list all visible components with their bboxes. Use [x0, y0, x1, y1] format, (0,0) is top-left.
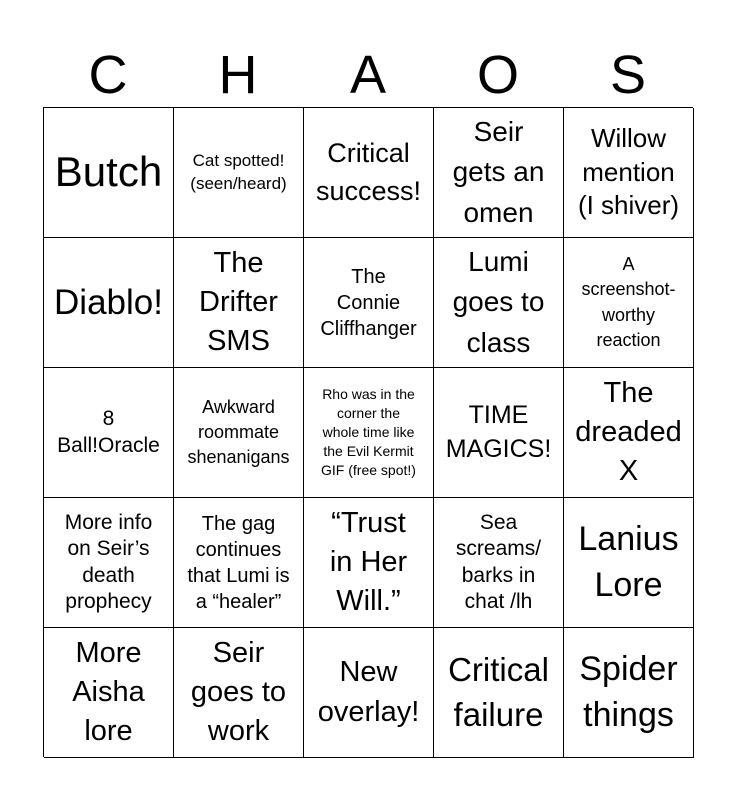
bingo-cell[interactable]: Lumi goes to class — [434, 238, 564, 368]
bingo-cell[interactable]: The Connie Cliffhanger — [304, 238, 434, 368]
bingo-cell[interactable]: The dreaded X — [564, 368, 694, 498]
bingo-cell[interactable]: Diablo! — [44, 238, 174, 368]
bingo-cell[interactable]: 8 Ball!Oracle — [44, 368, 174, 498]
bingo-cell[interactable]: Willow mention (I shiver) — [564, 108, 694, 238]
bingo-cell[interactable]: Sea screams/ barks in chat /lh — [434, 498, 564, 628]
bingo-cell[interactable]: Awkward roommate shenanigans — [174, 368, 304, 498]
bingo-cell[interactable]: “Trust in Her Will.” — [304, 498, 434, 628]
bingo-cell[interactable]: More info on Seir’s death prophecy — [44, 498, 174, 628]
bingo-cell[interactable]: Butch — [44, 108, 174, 238]
header-letter-s: S — [609, 45, 647, 105]
bingo-cell[interactable]: A screenshot- worthy reaction — [564, 238, 694, 368]
header-letter-c: C — [88, 45, 128, 105]
bingo-cell[interactable]: Spider things — [564, 628, 694, 758]
bingo-header — [43, 42, 693, 108]
bingo-cell[interactable]: Seir goes to work — [174, 628, 304, 758]
bingo-cell[interactable]: The gag continues that Lumi is a “healer” — [174, 498, 304, 628]
bingo-cell[interactable]: Cat spotted! (seen/heard) — [174, 108, 304, 238]
header-letter-a: A — [349, 45, 387, 105]
bingo-cell[interactable]: Critical success! — [304, 108, 434, 238]
bingo-cell free-space[interactable]: Rho was in the corner the whole time like the Evil Kermit GIF (free spot!) — [304, 368, 434, 498]
bingo-cell[interactable]: Seir gets an omen — [434, 108, 564, 238]
bingo-cell[interactable]: More Aisha lore — [44, 628, 174, 758]
bingo-cell[interactable]: New overlay! — [304, 628, 434, 758]
bingo-cell[interactable]: The Drifter SMS — [174, 238, 304, 368]
header-letter-o: O — [476, 45, 519, 105]
bingo-cell[interactable]: Critical failure — [434, 628, 564, 758]
header-letter-h: H — [218, 45, 258, 105]
bingo-board — [43, 107, 693, 757]
bingo-cell[interactable]: TIME MAGICS! — [434, 368, 564, 498]
bingo-cell[interactable]: Lanius Lore — [564, 498, 694, 628]
